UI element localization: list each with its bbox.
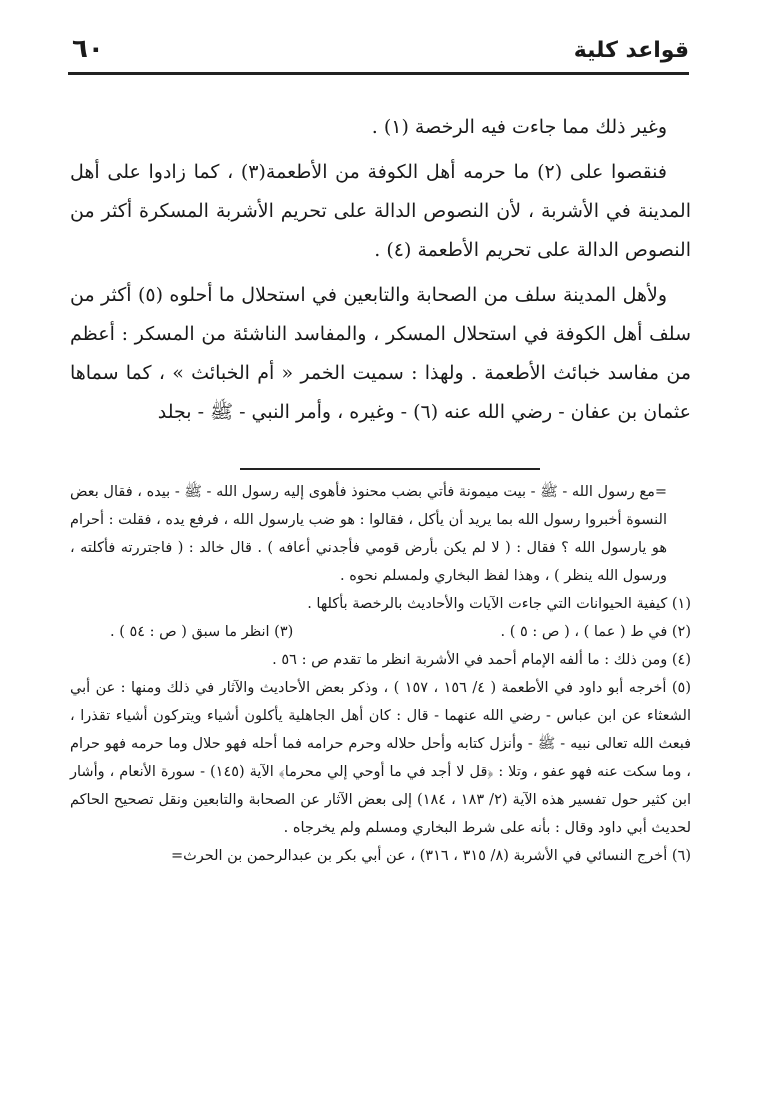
footnote-row-2-3 [70, 618, 691, 646]
footnote-separator [240, 468, 540, 470]
paragraph-2: فنقصوا على (٢) ما حرمه أهل الكوفة من الأطعمة(٣) ، كما زادوا على أهل المدينة في الأشربة ، لأن النصوص الدالة على تحريم الأشربة المسكرة أكثر من النصوص الدالة على تحريم الأطعمة (٤) . [70, 161, 691, 261]
paragraph-3: ولأهل المدينة سلف من الصحابة والتابعين في استحلال ما أحلوه (٥) أكثر من سلف أهل الكوفة في استحلال المسكر ، والمفاسد الناشئة من المسكر : أعظم من مفاسد خبائث الأطعمة . ولهذا : سميت الخمر « أم الخبائث » ، كما سماها عثمان بن عفان - رضي الله عنه (٦) - وغيره ، وأمر النبي - ﷺ - بجلد [70, 284, 691, 423]
footnote-1: (١) كيفية الحيوانات التي جاءت الآيات والأحاديث بالرخصة بأكلها . [307, 596, 691, 612]
footnotes [70, 478, 691, 870]
main-text [70, 108, 691, 438]
footnote-6: (٦) أخرج النسائي في الأشربة (٨/ ٣١٥ ، ٣١٦) ، عن أبي بكر بن عبدالرحمن بن الحرث= [170, 848, 691, 864]
paragraph-1: وغير ذلك مما جاءت فيه الرخصة (١) . [371, 116, 667, 138]
footnote-5: (٥) أخرجه أبو داود في الأطعمة ( ٤/ ١٥٦ ، ١٥٧ ) ، وذكر بعض الأحاديث والآثار في ذلك ومنها : عن أبي الشعثاء عن ابن عباس - رضي الله عنهما - قال : كان أهل الجاهلية يأكلون أشياء ويتركون أشياء تقذرا ، فبعث الله تعالى نبيه - ﷺ - وأنزل كتابه وأحل حلاله وحرم حرامه فما أحله فهو حلال وما حرمه فهو حرام ، وما سكت عنه فهو عفو ، وتلا : ﴿قل لا أجد في ما أوحي إلي محرما﴾ الآية (١٤٥) - سورة الأنعام ، وأشار ابن كثير حول تفسير هذه الآية (٢/ ١٨٣ ، ١٨٤) إلى بعض الآثار عن الصحابة والتابعين ونقل تصحيح الحاكم لحديث أبي داود وقال : بأنه على شرط البخاري ومسلم ولم يخرجاه . [70, 680, 692, 836]
book-title: قواعد كلية [573, 38, 689, 63]
page-header [72, 32, 689, 72]
footnote-3: (٣) انظر ما سبق ( ص : ٥٤ ) . [110, 624, 294, 640]
footnote-2: (٢) في ط ( عما ) ، ( ص : ٥ ) . [500, 624, 691, 640]
footnote-4: (٤) ومن ذلك : ما ألفه الإمام أحمد في الأشربة انظر ما تقدم ص : ٥٦ . [272, 652, 691, 668]
header-rule [68, 72, 689, 75]
page-number: ٦٠ [72, 34, 104, 64]
footnote-continuation: =مع رسول الله - ﷺ - بيت ميمونة فأتي بضب محنوذ فأهوى إليه رسول الله - ﷺ - بيده ، فقال بعض النسوة أخبروا رسول الله بما يريد أن يأكل ، فقالوا : هو ضب يارسول الله ، فرفع يده ، فقلت : أحرام هو يارسول الله ؟ فقال : ( لا لم يكن بأرض قومي فأجدني أعافه ) . قال خالد : ( فاجتررته فأكلته ، ورسول الله ينظر ) ، وهذا لفظ البخاري ولمسلم نحوه . [70, 484, 667, 584]
